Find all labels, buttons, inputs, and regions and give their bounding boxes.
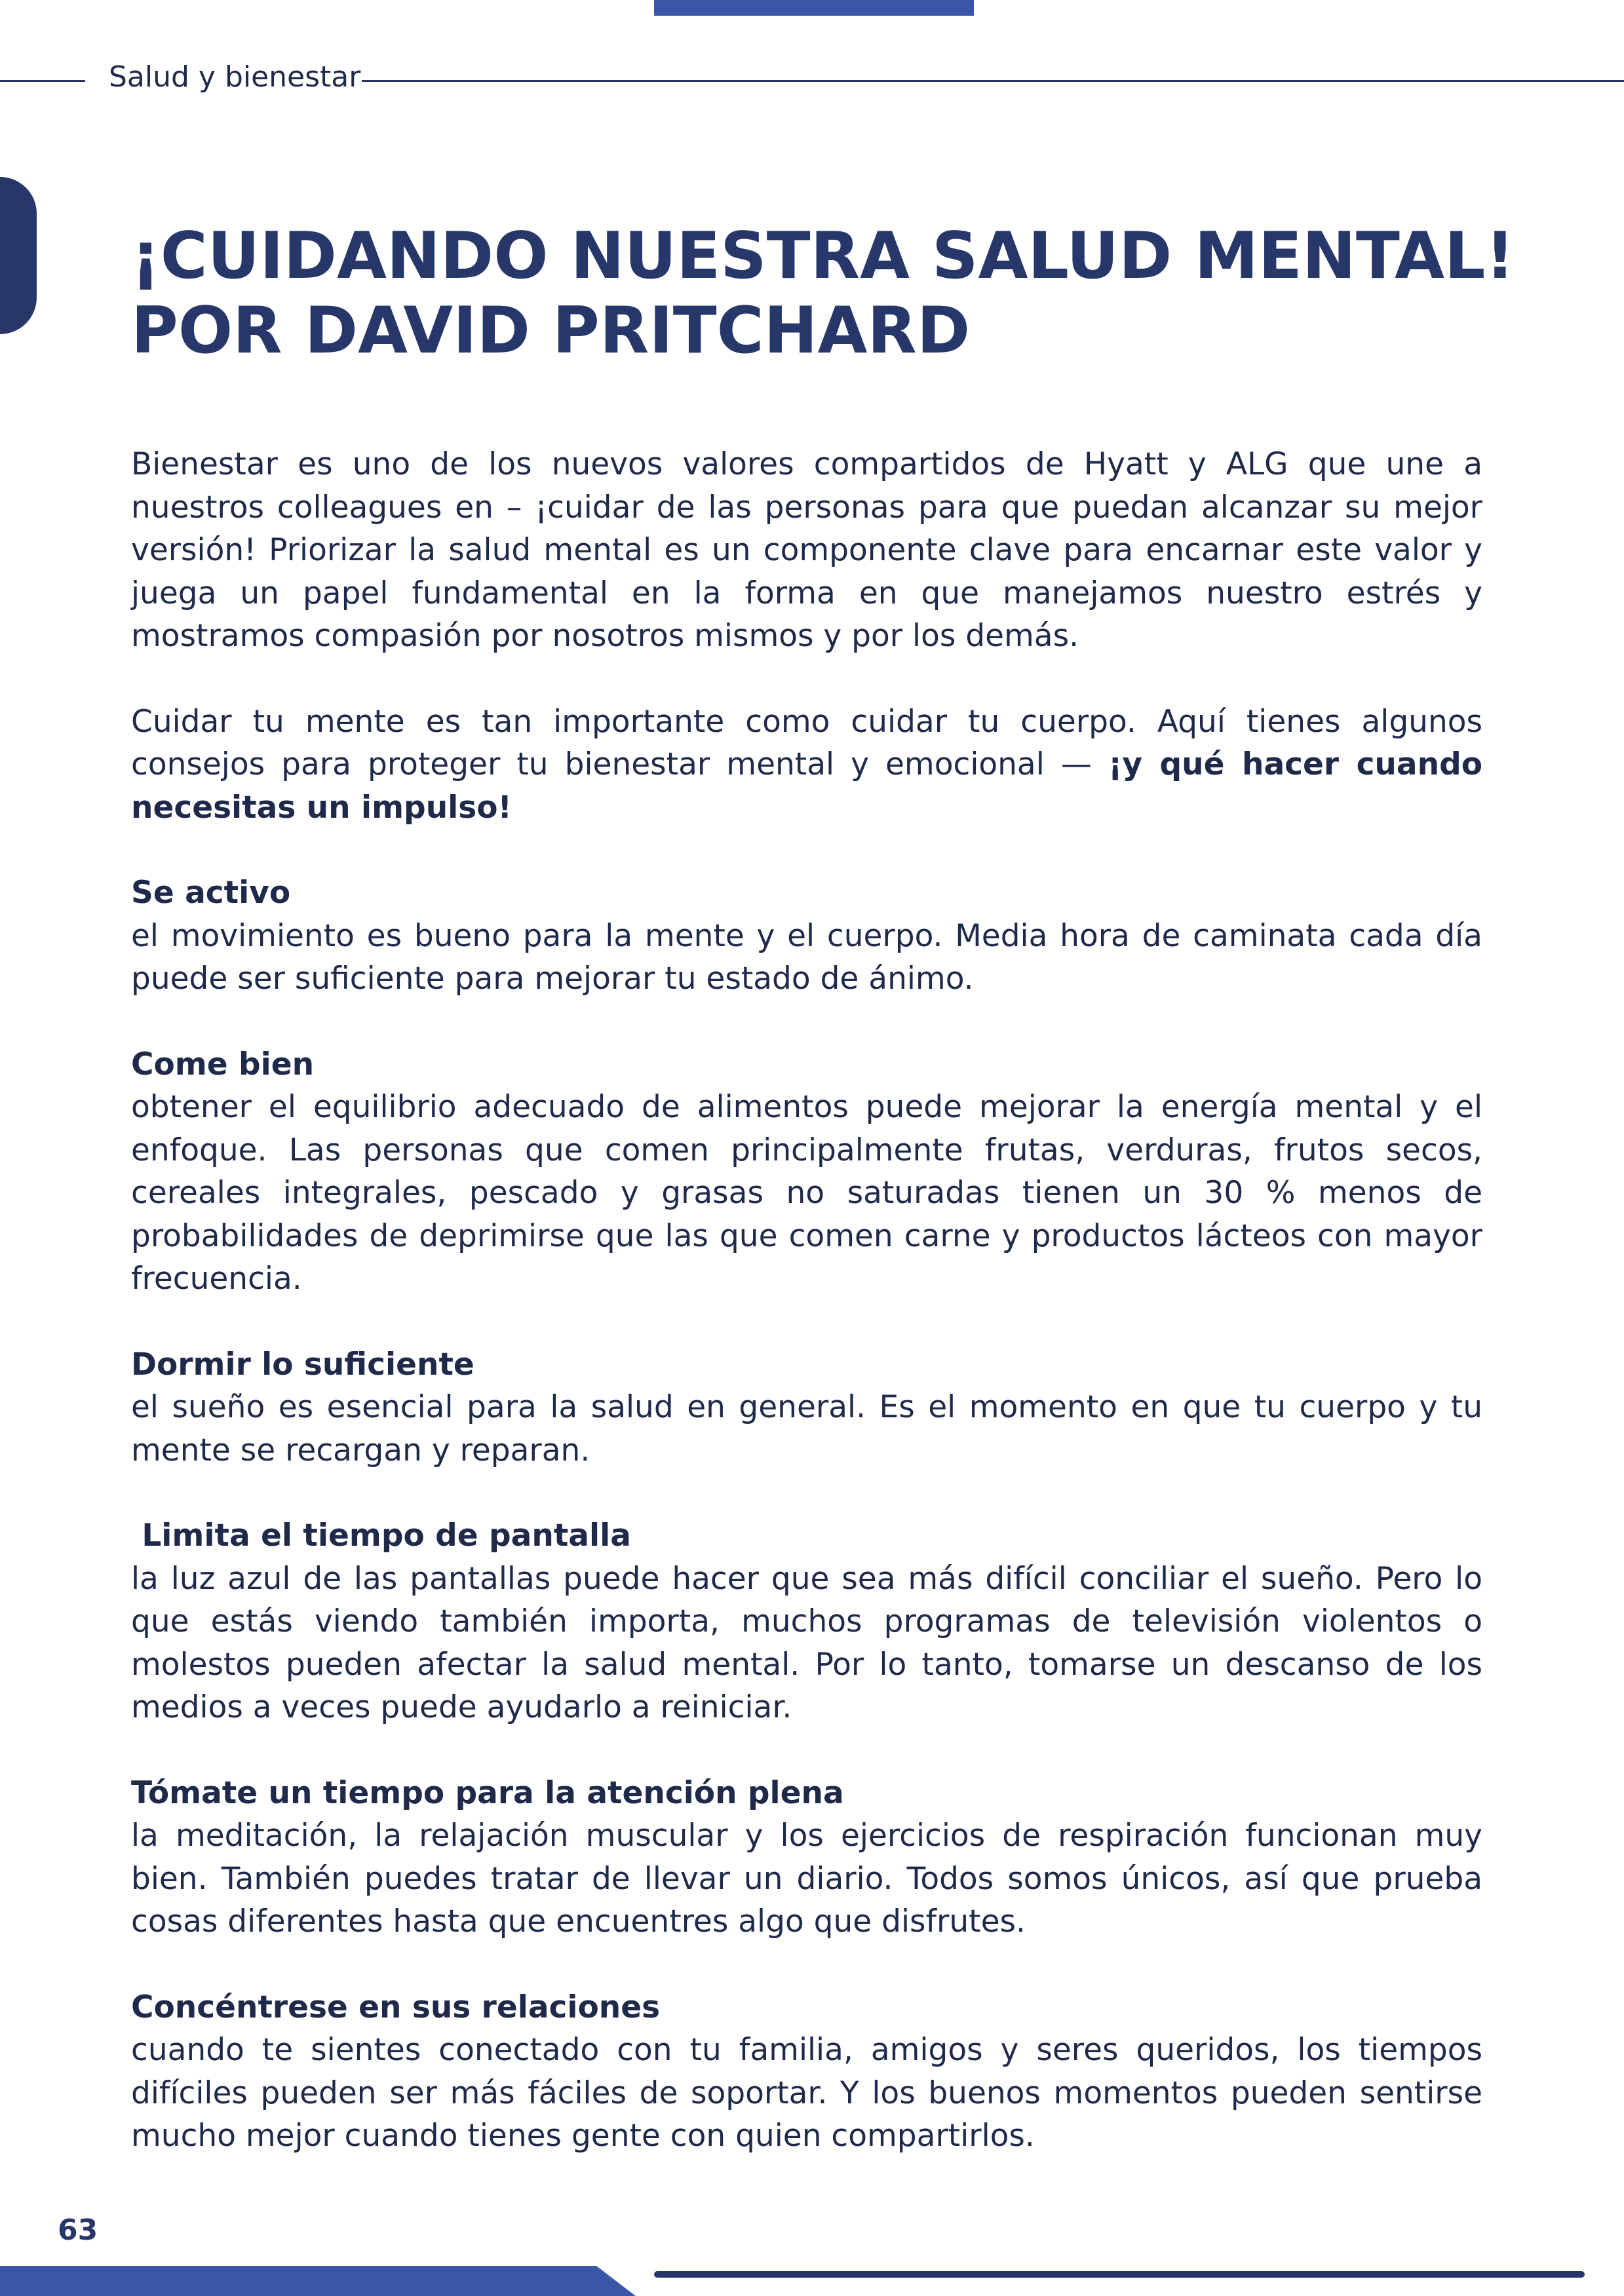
intro-paragraph-1: Bienestar es uno de los nuevos valores compartidos de Hyatt y ALG que une a nuestros colleagues en – ¡cuidar de las personas para que puedan alcanzar su mejor versión! Priorizar la salud mental es un componente clave para encarnar este valor y juega un papel fundamental en la forma en que manejamos nuestro estrés y mostramos compasión por nosotros mismos y por los demás. <box>131 446 1482 654</box>
title-line-1: ¡CUIDANDO NUESTRA SALUD MENTAL! <box>131 219 1515 294</box>
page-number: 63 <box>58 2213 98 2247</box>
intro-paragraph-2-emphasis: ¡y qué hacer cuando necesitas un impulso! <box>131 746 1483 826</box>
header-rule-right <box>362 80 1624 82</box>
section-body-be-active: el movimiento es bueno para la mente y el cuerpo. Media hora de caminata cada día puede ser suficiente para mejorar tu estado de ánimo. <box>131 917 1482 997</box>
article-body <box>131 443 1482 2158</box>
section-heading-sleep: Dormir lo suficiente <box>131 1346 474 1383</box>
intro-paragraph-2 <box>131 700 1482 830</box>
section-body-screen-time: la luz azul de las pantallas puede hacer que sea más difícil conciliar el sueño. Pero lo que estás viendo también importa, muchos programas de televisión violentos o molestos pueden afectar la salud mental. Por lo tanto, tomarse un descanso de los medios a veces puede ayudarlo a reiniciar. <box>131 1560 1482 1725</box>
top-accent-tab <box>654 0 974 16</box>
footer-accent-bar <box>0 2266 636 2296</box>
footer-rule <box>654 2271 1585 2278</box>
section-heading-mindfulness: Tómate un tiempo para la atención plena <box>131 1774 844 1811</box>
intro-paragraph-2-text: Cuidar tu mente es tan importante como cuidar tu cuerpo. Aquí tienes algunos consejos para proteger tu bienestar mental y emocional — <box>131 703 1482 782</box>
header-rule-left <box>0 80 85 82</box>
section-body-eat-well: obtener el equilibrio adecuado de alimentos puede mejorar la energía mental y el enfoque. Las personas que comen principalmente frutas, verduras, frutos secos, cereales integrales, pescado y grasas no saturadas tienen un 30 % menos de probabilidades de deprimirse que las que comen carne y productos lácteos con mayor frecuencia. <box>131 1089 1482 1297</box>
section-heading-eat-well: Come bien <box>131 1046 315 1082</box>
page-title <box>131 219 1515 368</box>
title-line-2: POR DAVID PRITCHARD <box>131 294 971 368</box>
section-heading-relationships: Concéntrese en sus relaciones <box>131 1989 661 2025</box>
section-body-relationships: cuando te sientes conectado con tu familia, amigos y seres queridos, los tiempos difíciles pueden ser más fáciles de soportar. Y los buenos momentos pueden sentirse mucho mejor cuando tienes gente con quien compartirlos. <box>131 2032 1482 2154</box>
section-label: Salud y bienestar <box>109 60 361 94</box>
section-body-mindfulness: la meditación, la relajación muscular y los ejercicios de respiración funcionan muy bien. También puedes tratar de llevar un diario. Todos somos únicos, así que prueba cosas diferentes hasta que encuentres algo que disfrutes. <box>131 1818 1482 1940</box>
side-accent-tab <box>0 177 37 334</box>
section-body-sleep: el sueño es esencial para la salud en general. Es el momento en que tu cuerpo y tu mente se recargan y reparan. <box>131 1389 1482 1468</box>
section-heading-be-active: Se activo <box>131 875 291 911</box>
section-heading-screen-time: Limita el tiempo de pantalla <box>131 1518 631 1554</box>
